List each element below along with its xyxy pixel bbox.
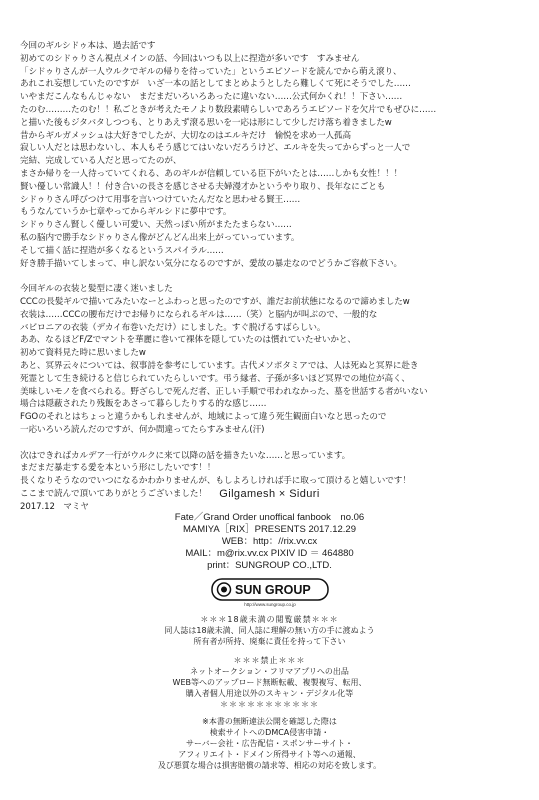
print-line: print：SUNGROUP CO.,LTD. bbox=[207, 560, 332, 571]
afterword-line: バビロニアの衣装（デカイ布巻いただけ）にしました。すぐ脱げるすばらしい。 bbox=[20, 322, 326, 333]
afterword-line: もうなんていうか七章やってからギルシドに夢中です。 bbox=[20, 207, 232, 218]
afterword-line: 美味しいモノを食べられる。野ざらしで死んだ者、正しい手順で弔われなかった、墓を世話する者がいない bbox=[20, 386, 428, 397]
afterword-line: 寂しい人だとは思わないし、本人もそう感じてはいないだろうけど、エルキを失ってからずっと一人で bbox=[20, 143, 411, 154]
afterword-line: いやまだこんなもんじゃない まだまだいろいろあったに違いない……公式何かくれ！！下さい…… bbox=[20, 92, 403, 103]
legal-line: アフィリエイト・ドメイン所得サイト等への通報、 bbox=[178, 750, 361, 759]
afterword-line: シドゥりさん賢しく優しい可愛い、天然っぽい所がまたたまらない…… bbox=[20, 220, 292, 231]
afterword-line: ああ、なるほどF/Zでマントを華麗に巻いて裸体を隠していたのは慣れていたせいかと、 bbox=[20, 335, 356, 346]
age-notice-line: 所有者が所持、廃棄に責任を持って下さい bbox=[193, 637, 346, 646]
afterword-line: 賢い優しい常識人！！付き合いの長さを感じさせる夫婦漫才かというやり取り、長年なにごとも bbox=[20, 181, 386, 192]
logo-wordmark: SUN GROUP bbox=[234, 583, 311, 597]
afterword-line: 初めてのシドゥりさん視点メインの話、今回はいつも以上に捏造が多いです すみません bbox=[20, 53, 360, 64]
legal-line: 検索サイトへのDMCA侵害申請・ bbox=[209, 728, 330, 737]
afterword-line: 今回ギルの衣装と髪型に凄く迷いました bbox=[20, 284, 173, 295]
paragraph-gap bbox=[20, 437, 525, 450]
afterword-line: 「シドゥりさんが一人ウルクでギルの帰りを待っていた」というエピソードを読んでから萌え滾り、 bbox=[20, 66, 402, 77]
publication-info bbox=[0, 512, 539, 572]
afterword-line: 長くなりそうなのでいつになるかわかりませんが、もしよろしければ手に取って頂けると嬉しいです！ bbox=[20, 476, 411, 487]
prohibited-header: ＊＊＊禁止＊＊＊ bbox=[233, 656, 306, 665]
afterword-line: ここまで読んで頂いてありがとうございました！ bbox=[20, 488, 207, 499]
web-line: WEB：http：//rix.vv.cx bbox=[221, 536, 318, 547]
afterword-line: 衣装は……CCCの腰布だけでお帰りになられるギルは……（笑）と脳内が叫ぶので、一般的な bbox=[20, 309, 378, 320]
mail-line: MAIL：m@rix.vv.cx PIXIV ID ＝ 464880 bbox=[185, 548, 354, 559]
afterword-line: FGOのそれとはちょっと違うかもしれませんが、地域によって違う死生観面白いなと思ったので bbox=[20, 412, 387, 423]
afterword-line: 初めて資料見た時に思いましたw bbox=[20, 348, 146, 359]
series-line: Fate／Grand Order unoffical fanbook no.06 bbox=[174, 512, 365, 523]
colophon bbox=[0, 488, 539, 771]
afterword-line: 昔からギルガメッシュは大好きでしたが、大切なのはエルキだけ 愉悦を求め一人孤高 bbox=[20, 130, 352, 141]
presents-line: MAMIYA［RIX］PRESENTS 2017.12.29 bbox=[183, 524, 356, 535]
afterword-paragraph-1 bbox=[20, 40, 525, 270]
afterword-line: まさか帰りを一人待っていてくれる、あのギルが信頼している臣下がいたとは……しかも女性！！！ bbox=[20, 168, 403, 179]
afterword-signature: 2017.12 マミヤ bbox=[20, 501, 89, 512]
afterword-line: あと、冥界云々については、叙事詩を参考にしています。古代メソポタミアでは、人は死ぬと冥界に赴き bbox=[20, 360, 419, 371]
legal-line: サーバー会社・広告配信・スポンサーサイト・ bbox=[185, 739, 354, 748]
afterword-line: 一応いろいろ読んだのですが、何か間違ってたらすみません(汗) bbox=[20, 424, 265, 435]
prohibited-line: ネットオークション・フリマアプリへの出品 bbox=[190, 667, 349, 676]
afterword-line: 死霊として生き続けると信じられていたらしいです。弔う縁者、子孫が多いほど冥界での地位が高く、 bbox=[20, 373, 410, 384]
afterword-line: CCCの長髪ギルで描いてみたいなーとふわっと思ったのですが、誰だお前状態になるので諦めましたw bbox=[20, 296, 410, 307]
afterword-text bbox=[20, 40, 525, 513]
afterword-line: シドゥりさん呼びつけて用事を言いつけていたんだなと思わせる賢王…… bbox=[20, 194, 301, 205]
afterword-line: たのむ………たのむ！！私ごときが考えたモノより数段素晴らしいであろうエピソードを欠片でもぜひに…… bbox=[20, 104, 437, 115]
age-notice-header: ＊＊＊18歳未満の閲覧厳禁＊＊＊ bbox=[200, 615, 339, 624]
book-title: Gilgamesh × Siduri bbox=[219, 488, 320, 500]
legal-notice bbox=[0, 716, 539, 771]
legal-line: ※本書の無断違法公開を確認した際は bbox=[202, 717, 337, 726]
sungroup-logo-graphic bbox=[211, 578, 329, 608]
age-notice-line: 同人誌は18歳未満、同人誌に理解の無い方の手に渡ぬよう bbox=[164, 626, 375, 635]
age-notice bbox=[0, 614, 539, 647]
afterword-line: 次はできればカルデア一行がウルクに来て以降の話を描きたいな……と思っています。 bbox=[20, 450, 351, 461]
afterword-line: そして描く話に捏造が多くなるというスパイラル…… bbox=[20, 245, 224, 256]
afterword-line: 完結、完成している人だと思ってたのが、 bbox=[20, 156, 182, 167]
prohibited-notice bbox=[0, 655, 539, 710]
paragraph-gap bbox=[20, 270, 525, 283]
legal-line: 及び悪質な場合は損害賠償の請求等、相応の対応を致します。 bbox=[157, 761, 382, 770]
stars-divider: ＊＊＊＊＊＊＊＊＊＊＊ bbox=[220, 700, 319, 709]
afterword-line: 好き勝手描いてしまって、申し訳ない気分になるのですが、愛故の暴走なのでどうかご容赦下さい。 bbox=[20, 258, 403, 269]
afterword-line: まだまだ暴走する愛を本という形にしたいです！！ bbox=[20, 463, 216, 474]
afterword-line: 私の脳内で勝手なシドゥりさん像がどんどん出来上がっていっています。 bbox=[20, 232, 300, 243]
logo-url: http://www.sungroup.co.jp bbox=[243, 602, 296, 607]
afterword-line: 場合は隠蔽されたり残飯をあさって暮らしたりする的な感じ…… bbox=[20, 399, 267, 410]
sungroup-logo bbox=[211, 578, 329, 608]
afterword-line: 今回のギルシドゥ本は、過去話です bbox=[20, 41, 156, 51]
afterword-paragraph-2 bbox=[20, 283, 525, 437]
prohibited-line: WEB等へのアップロード無断転載、複製複写、転用、 bbox=[172, 678, 367, 687]
afterword-line: と描いた後もジタバタしつつも、とりあえず滾る思いを一応は形にして少しだけ落ち着きましたw bbox=[20, 117, 392, 128]
prohibited-line: 購入者個人用途以外のスキャン・デジタル化等 bbox=[185, 689, 354, 698]
afterword-line: あれこれ妄想していたのですが いざ一本の話としてまとめようとしたら難しくて死にそうでした…… bbox=[20, 79, 411, 90]
